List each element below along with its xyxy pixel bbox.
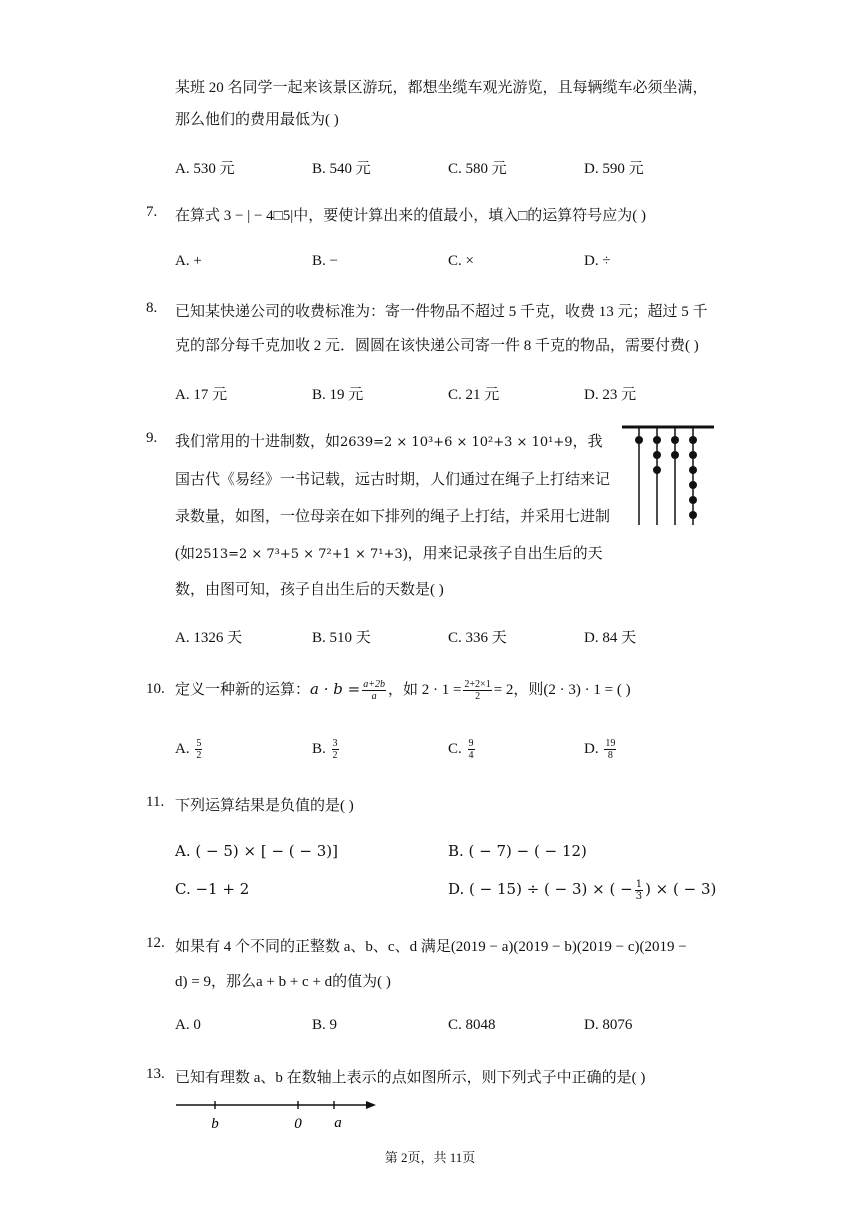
q9-line1-post: ，我 <box>572 434 603 450</box>
q7-option-a: A. + <box>175 253 202 269</box>
q11-option-d <box>448 874 716 904</box>
q9-septenary-expansion: 2513=2 × 7³+5 × 7²+1 × 7¹+3 <box>195 547 403 562</box>
label-b: b <box>211 1116 219 1132</box>
label-a: a <box>334 1115 342 1131</box>
q10-definition-lhs: a · b = <box>310 680 361 698</box>
question-10-number: 10. <box>146 681 165 697</box>
q12-option-b: B. 9 <box>312 1017 338 1033</box>
q10-option-a-numerator: 5 <box>196 738 202 750</box>
question-12-line-1: 如果有 4 个不同的正整数 a、b、c、d 满足(2019 − a)(2019 − b)(2019 − c)(2019 − <box>175 939 687 955</box>
q10-option-c-numerator: 9 <box>468 738 474 750</box>
q10-option-d <box>584 734 618 764</box>
knot <box>653 466 661 474</box>
question-9-line-1 <box>175 430 603 451</box>
knotted-rope-figure <box>620 420 720 532</box>
question-9-line-5: 数，由图可知，孩子自出生后的天数是( ) <box>175 582 444 598</box>
question-9-line-3: 录数量，如图，一位母亲在如下排列的绳子上打结，并采用七进制 <box>175 509 611 525</box>
knot <box>689 511 697 519</box>
question-12-number: 12. <box>146 935 165 951</box>
q7-option-b: B. − <box>312 253 338 269</box>
question-7-number: 7. <box>146 204 158 220</box>
q10-post: = 2，则(2 · 3) · 1 = ( ) <box>493 682 631 698</box>
q10-option-b <box>312 734 341 764</box>
q10-option-c <box>448 734 477 764</box>
number-line <box>170 1096 382 1134</box>
q10-ex-denominator: 2 <box>475 691 481 703</box>
question-11-text: 下列运算结果是负值的是( ) <box>175 798 354 814</box>
label-zero: 0 <box>294 1116 302 1132</box>
q11-option-d-post: ) × ( − 3) <box>645 880 717 898</box>
q10-def-denominator: a <box>371 691 377 703</box>
q9-option-a: A. 1326 天 <box>175 630 243 646</box>
q10-definition-fraction <box>362 679 386 702</box>
question-12-line-2: d) = 9，那么a + b + c + d的值为( ) <box>175 974 391 990</box>
knot <box>671 436 679 444</box>
q10-option-d-label: D. <box>584 741 599 757</box>
page-footer: 第 2页，共 11页 <box>384 1150 476 1165</box>
q10-option-a-label: A. <box>175 741 190 757</box>
intro-line-2: 那么他们的费用最低为( ) <box>175 112 339 128</box>
q10-option-d-denominator: 8 <box>607 750 613 762</box>
q8-option-c: C. 21 元 <box>448 387 500 403</box>
q11-option-b: B. ( − 7) − ( − 12) <box>448 842 587 860</box>
q10-def-numerator: a+2b <box>363 679 385 691</box>
q10-option-b-numerator: 3 <box>332 738 338 750</box>
q8-option-d: D. 23 元 <box>584 387 637 403</box>
q11-option-d-denominator: 3 <box>635 890 643 902</box>
knot <box>635 436 643 444</box>
q10-mid: ，如 2 · 1 = <box>387 682 462 698</box>
knot <box>671 451 679 459</box>
question-11-number: 11. <box>146 794 165 810</box>
q10-option-c-label: C. <box>448 741 462 757</box>
knot <box>653 436 661 444</box>
q10-option-c-denominator: 4 <box>468 750 474 762</box>
q10-example-fraction <box>463 679 491 702</box>
q9-line4-post: )，用来记录孩子自出生后的天 <box>402 546 603 562</box>
intro-option-a: A. 530 元 <box>175 161 235 177</box>
arrow-right-icon <box>366 1101 376 1109</box>
question-8-line-1: 已知某快递公司的收费标准为：寄一件物品不超过 5 千克，收费 13 元；超过 5 千 <box>175 304 708 320</box>
question-7-text: 在算式 3 − | − 4□5|中，要使计算出来的值最小，填入□的运算符号应为( ) <box>175 208 647 224</box>
question-8-line-2: 克的部分每千克加收 2 元．圆圆在该快递公司寄一件 8 千克的物品，需要付费( ) <box>175 338 699 354</box>
knot <box>689 436 697 444</box>
q9-line1-pre: 我们常用的十进制数，如 <box>175 434 341 450</box>
q12-option-a: A. 0 <box>175 1017 201 1033</box>
question-10-text <box>175 674 631 705</box>
q9-option-c: C. 336 天 <box>448 630 507 646</box>
knot <box>689 496 697 504</box>
question-9-number: 9. <box>146 430 158 446</box>
knot <box>653 451 661 459</box>
intro-option-c: C. 580 元 <box>448 161 507 177</box>
question-8-number: 8. <box>146 300 158 316</box>
q11-option-c: C. −1 + 2 <box>175 880 250 898</box>
question-13-text: 已知有理数 a、b 在数轴上表示的点如图所示，则下列式子中正确的是( ) <box>175 1070 646 1086</box>
intro-option-b: B. 540 元 <box>312 161 371 177</box>
q10-option-b-label: B. <box>312 741 326 757</box>
q10-pre: 定义一种新的运算： <box>175 682 311 698</box>
q10-ex-numerator: 2+2×1 <box>464 679 491 691</box>
q7-option-c: C. × <box>448 253 474 269</box>
question-13-number: 13. <box>146 1066 165 1082</box>
q7-option-d: D. ÷ <box>584 253 611 269</box>
knot <box>689 451 697 459</box>
q10-option-d-numerator: 19 <box>605 738 616 750</box>
q10-option-b-denominator: 2 <box>332 750 338 762</box>
q11-option-a: A. ( − 5) × [ − ( − 3)] <box>175 842 338 860</box>
q9-option-b: B. 510 天 <box>312 630 371 646</box>
intro-line-1: 某班 20 名同学一起来该景区游玩，都想坐缆车观光游览，且每辆缆车必须坐满， <box>175 80 708 96</box>
q11-option-d-pre: D. ( − 15) ÷ ( − 3) × ( − <box>448 880 633 898</box>
intro-option-d: D. 590 元 <box>584 161 644 177</box>
question-9-line-4 <box>175 542 603 563</box>
q10-option-a-denominator: 2 <box>196 750 202 762</box>
q10-option-a <box>175 734 204 764</box>
knot <box>689 481 697 489</box>
q9-line4-pre: (如 <box>175 546 195 562</box>
q12-option-d: D. 8076 <box>584 1017 633 1033</box>
q8-option-a: A. 17 元 <box>175 387 228 403</box>
knot <box>689 466 697 474</box>
q9-option-d: D. 84 天 <box>584 630 637 646</box>
q12-option-c: C. 8048 <box>448 1017 496 1033</box>
q8-option-b: B. 19 元 <box>312 387 364 403</box>
q11-option-d-numerator: 1 <box>635 878 643 890</box>
q9-decimal-expansion: 2639=2 × 10³+6 × 10²+3 × 10¹+9 <box>340 435 573 450</box>
question-9-line-2: 国古代《易经》一书记载，远古时期，人们通过在绳子上打结来记 <box>175 472 611 488</box>
